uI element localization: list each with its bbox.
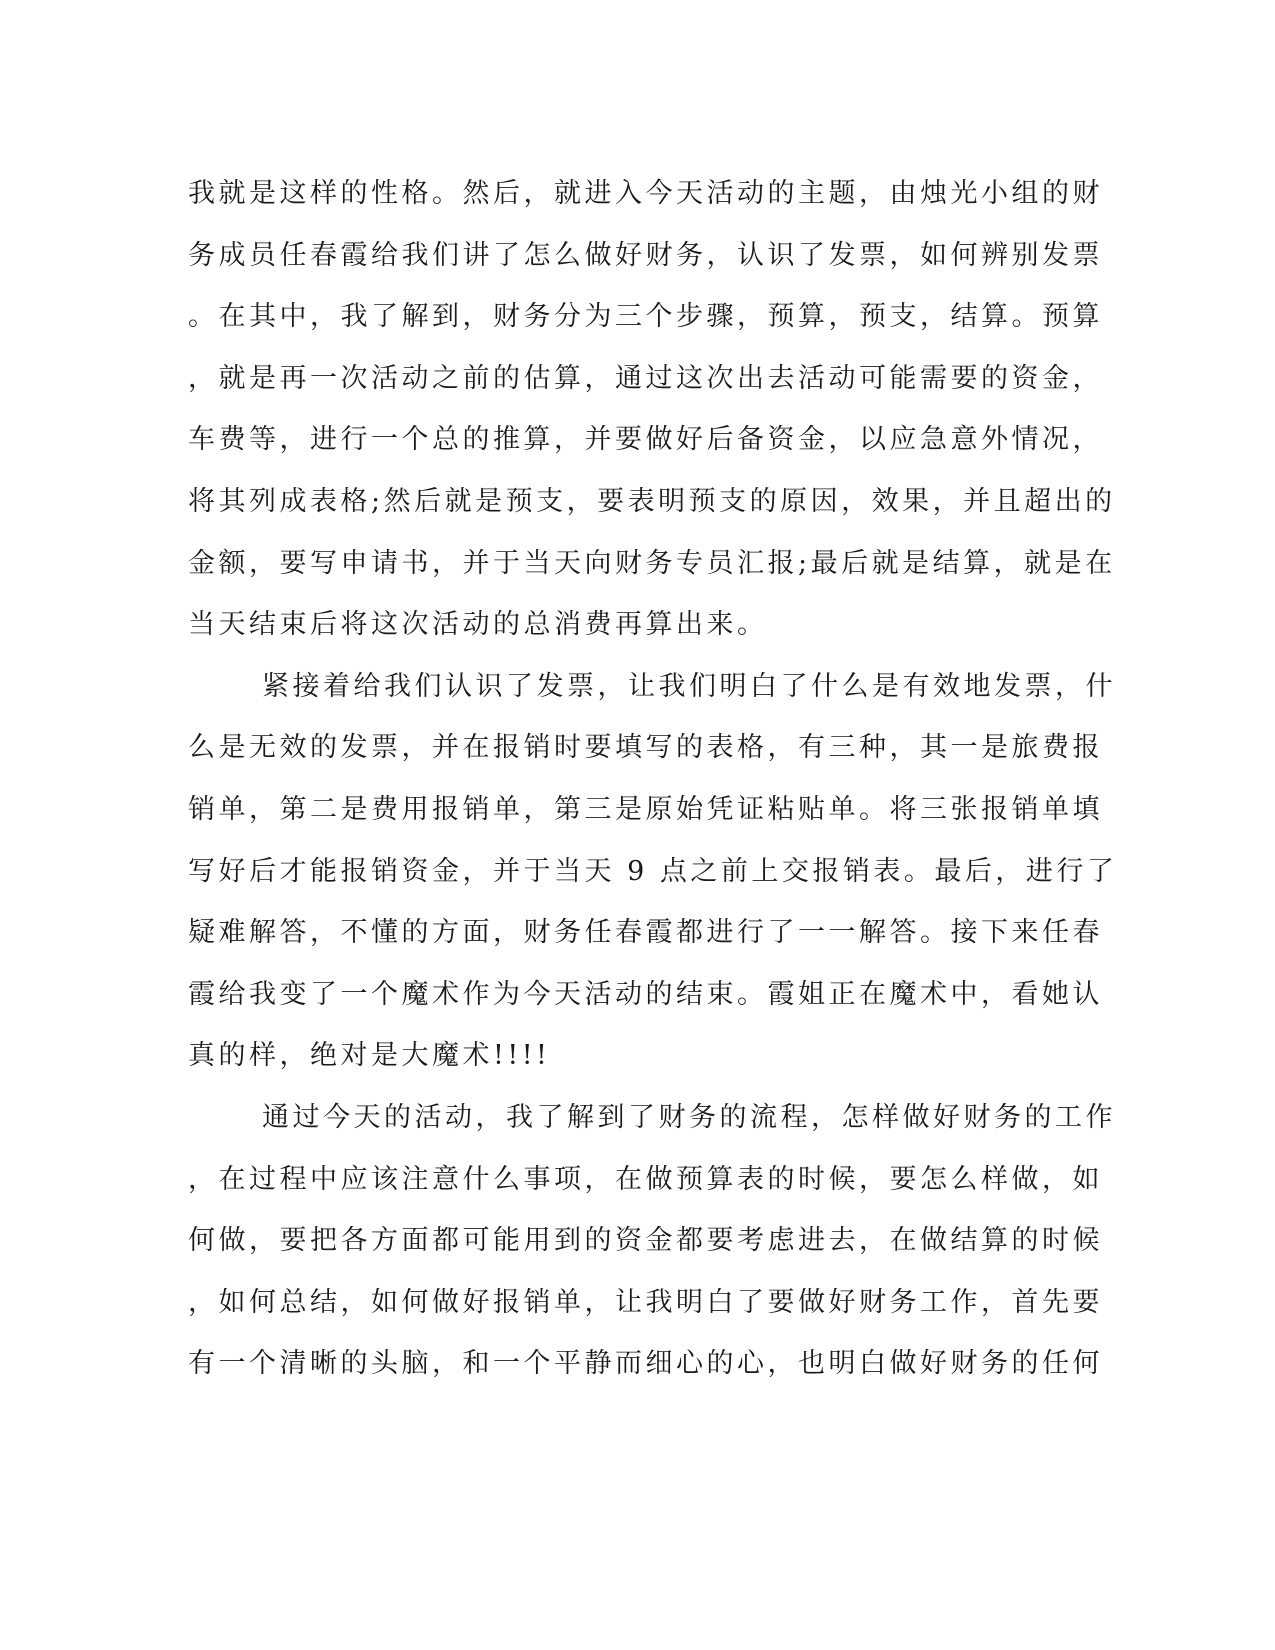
text-line: ，就是再一次活动之前的估算，通过这次出去活动可能需要的资金， xyxy=(188,362,1103,394)
text-line: 销单，第二是费用报销单，第三是原始凭证粘贴单。将三张报销单填 xyxy=(188,793,1103,825)
text-line: 。在其中，我了解到，财务分为三个步骤，预算，预支，结算。预算 xyxy=(188,301,1103,333)
paragraph-start-line: 紧接着给我们认识了发票，让我们明白了什么是有效地发票，什 xyxy=(262,670,1116,702)
text-line: ，如何总结，如何做好报销单，让我明白了要做好财务工作，首先要 xyxy=(188,1286,1103,1318)
text-line: 我就是这样的性格。然后，就进入今天活动的主题，由烛光小组的财 xyxy=(188,178,1103,209)
paragraph-start-line: 通过今天的活动，我了解到了财务的流程，怎样做好财务的工作 xyxy=(262,1101,1116,1133)
text-line: 将其列成表格;然后就是预支，要表明预支的原因，效果，并且超出的 xyxy=(188,485,1116,517)
body-text xyxy=(188,163,1118,1395)
text-line: 疑难解答，不懂的方面，财务任春霞都进行了一一解答。接下来任春 xyxy=(188,917,1103,949)
text-line: 真的样，绝对是大魔术!!!! xyxy=(188,1040,551,1072)
text-line: 车费等，进行一个总的推算，并要做好后备资金，以应急意外情况， xyxy=(188,424,1103,456)
text-line: 写好后才能报销资金，并于当天 9 点之前上交报销表。最后，进行了 xyxy=(188,855,1118,887)
text-line: 么是无效的发票，并在报销时要填写的表格，有三种，其一是旅费报 xyxy=(188,732,1103,764)
text-line: 有一个清晰的头脑，和一个平静而细心的心，也明白做好财务的任何 xyxy=(188,1348,1103,1380)
text-line: 当天结束后将这次活动的总消费再算出来。 xyxy=(188,609,768,641)
text-line: ，在过程中应该注意什么事项，在做预算表的时候，要怎么样做，如 xyxy=(188,1163,1103,1195)
text-line: 金额，要写申请书，并于当天向财务专员汇报;最后就是结算，就是在 xyxy=(188,547,1116,579)
text-line: 霞给我变了一个魔术作为今天活动的结束。霞姐正在魔术中，看她认 xyxy=(188,978,1103,1010)
text-line: 务成员任春霞给我们讲了怎么做好财务，认识了发票，如何辨别发票 xyxy=(188,239,1103,271)
text-line: 何做，要把各方面都可能用到的资金都要考虑进去，在做结算的时候 xyxy=(188,1225,1103,1257)
